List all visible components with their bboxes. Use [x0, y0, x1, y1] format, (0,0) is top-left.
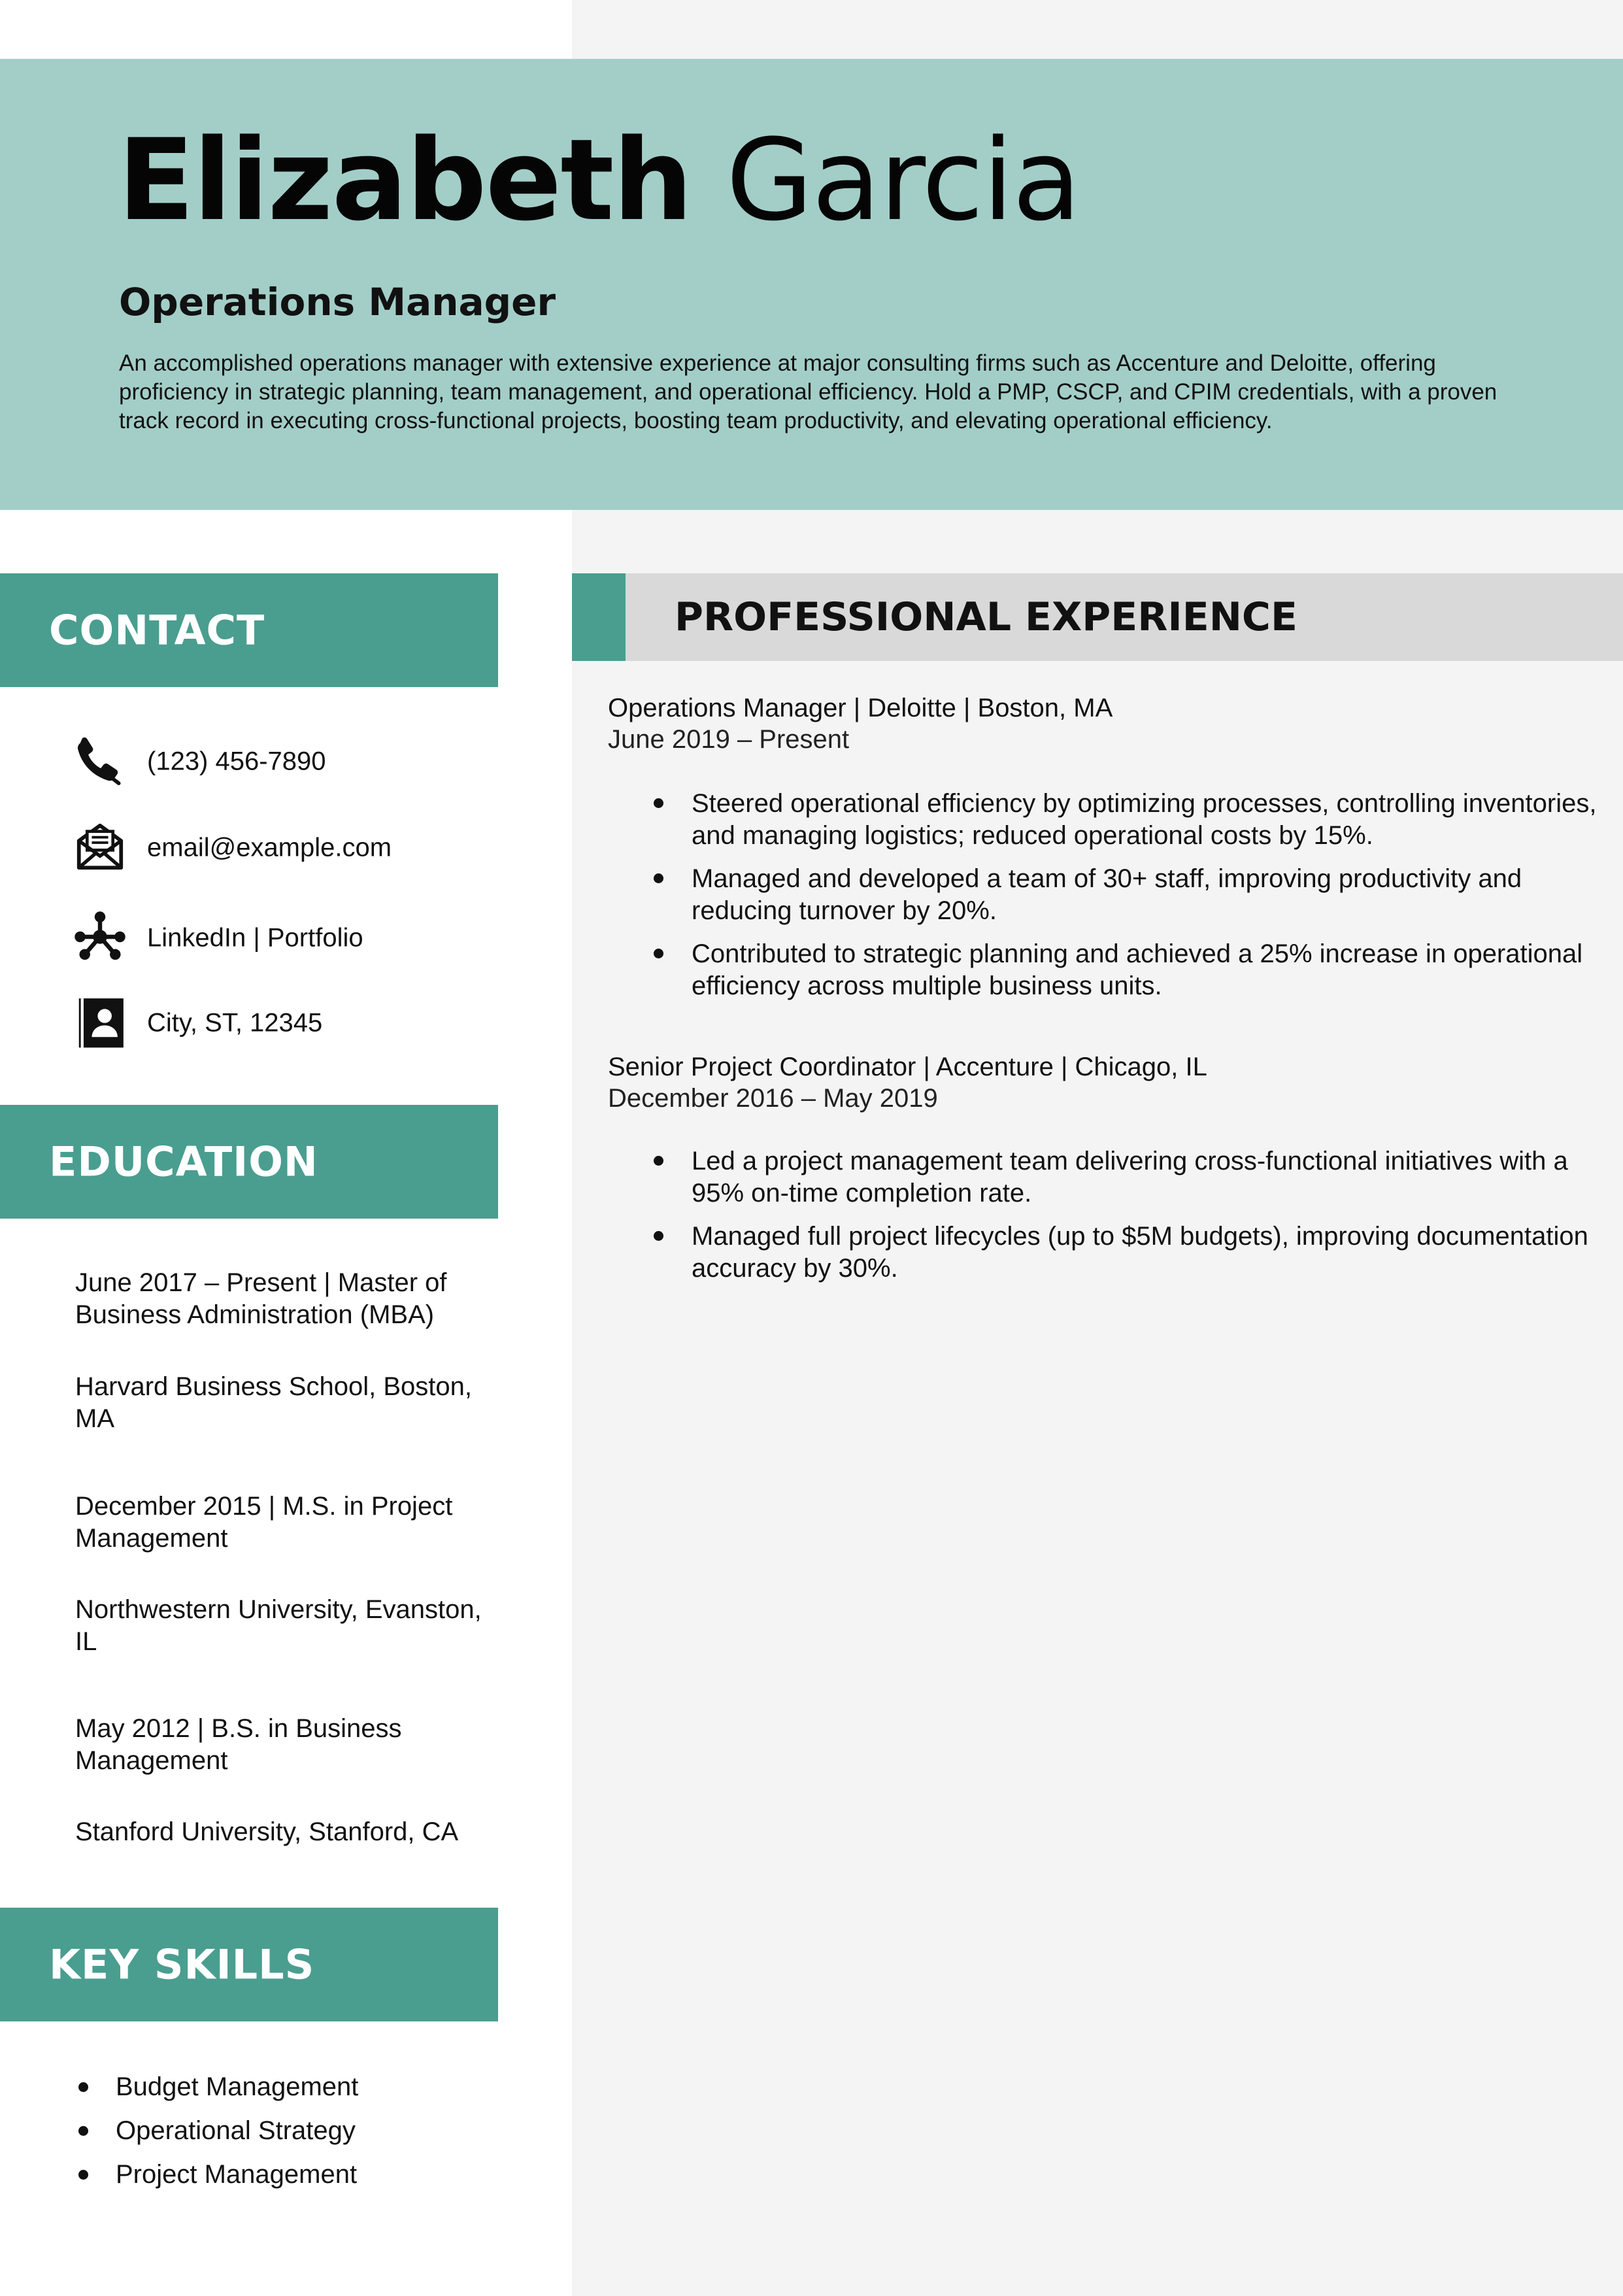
experience-heading-bar: [572, 573, 1623, 661]
contact-phone: [72, 732, 497, 791]
job-title-line: Operations Manager | Deloitte | Boston, MA: [608, 694, 1113, 722]
candidate-name: [118, 114, 1080, 246]
last-name: Garcia: [726, 114, 1080, 246]
skills-list: [75, 2070, 358, 2202]
contact-card-icon: [72, 994, 128, 1050]
job-bullet: Steered operational efficiency by optimizing processes, controlling inventories, and managing logistics; reduced operational costs by 15%.: [692, 788, 1607, 852]
first-name: Elizabeth: [118, 114, 692, 246]
education-school: Harvard Business School, Boston, MA: [75, 1372, 472, 1433]
job-dates: December 2016 – May 2019: [608, 1084, 938, 1113]
phone-icon: [72, 732, 128, 788]
profile-links[interactable]: LinkedIn | Portfolio: [147, 923, 363, 953]
heading-accent-block: [572, 573, 626, 661]
contact-heading-bar: [0, 573, 498, 687]
job-bullet: Led a project management team delivering cross-functional initiatives with a 95% on-time completion rate.: [692, 1145, 1607, 1209]
job-title-line: Senior Project Coordinator | Accenture | Chicago, IL: [608, 1053, 1207, 1081]
education-heading-bar: [0, 1105, 498, 1219]
job-bullets: [692, 788, 1607, 1013]
education-degree: May 2012 | B.S. in Business Management: [75, 1714, 402, 1775]
job-bullets: [692, 1145, 1607, 1296]
skill-item: Budget Management: [75, 2070, 358, 2114]
job-bullet: Managed full project lifecycles (up to $5M budgets), improving documentation accuracy by 30%.: [692, 1221, 1607, 1285]
education-school: Northwestern University, Evanston, IL: [75, 1595, 482, 1656]
education-heading: EDUCATION: [49, 1138, 318, 1186]
summary-paragraph: An accomplished operations manager with extensive experience at major consulting firms such as Accenture and Deloitte, offering proficiency in strategic planning, team management, and operational efficiency. Hold a PMP, CSCP, and CPIM credentials, with a proven track record in executing cross-functional projects, boosting team productivity, and elevating operational efficiency.: [119, 350, 1498, 433]
contact-address: [72, 994, 497, 1053]
education-degree: June 2017 – Present | Master of Business Administration (MBA): [75, 1268, 447, 1329]
contact-heading: CONTACT: [49, 606, 265, 654]
job-dates: June 2019 – Present: [608, 725, 850, 754]
email-address[interactable]: email@example.com: [147, 833, 392, 862]
job-title: Operations Manager: [119, 280, 556, 324]
phone-number[interactable]: (123) 456-7890: [147, 747, 326, 776]
job-bullet: Managed and developed a team of 30+ staff, improving productivity and reducing turnover by 20%.: [692, 863, 1607, 927]
education-degree: December 2015 | M.S. in Project Management: [75, 1492, 453, 1553]
skill-item: Project Management: [75, 2158, 358, 2202]
skills-heading-bar: [0, 1908, 498, 2021]
contact-links: [72, 909, 497, 968]
envelope-icon: [72, 819, 128, 875]
skills-heading: KEY SKILLS: [49, 1940, 315, 1989]
network-icon: [72, 909, 128, 965]
address: City, ST, 12345: [147, 1008, 323, 1038]
experience-heading: PROFESSIONAL EXPERIENCE: [675, 594, 1297, 640]
job-bullet: Contributed to strategic planning and achieved a 25% increase in operational efficiency across multiple business units.: [692, 938, 1607, 1002]
skill-item: Operational Strategy: [75, 2114, 358, 2158]
education-school: Stanford University, Stanford, CA: [75, 1817, 459, 1846]
contact-email: [72, 819, 497, 877]
